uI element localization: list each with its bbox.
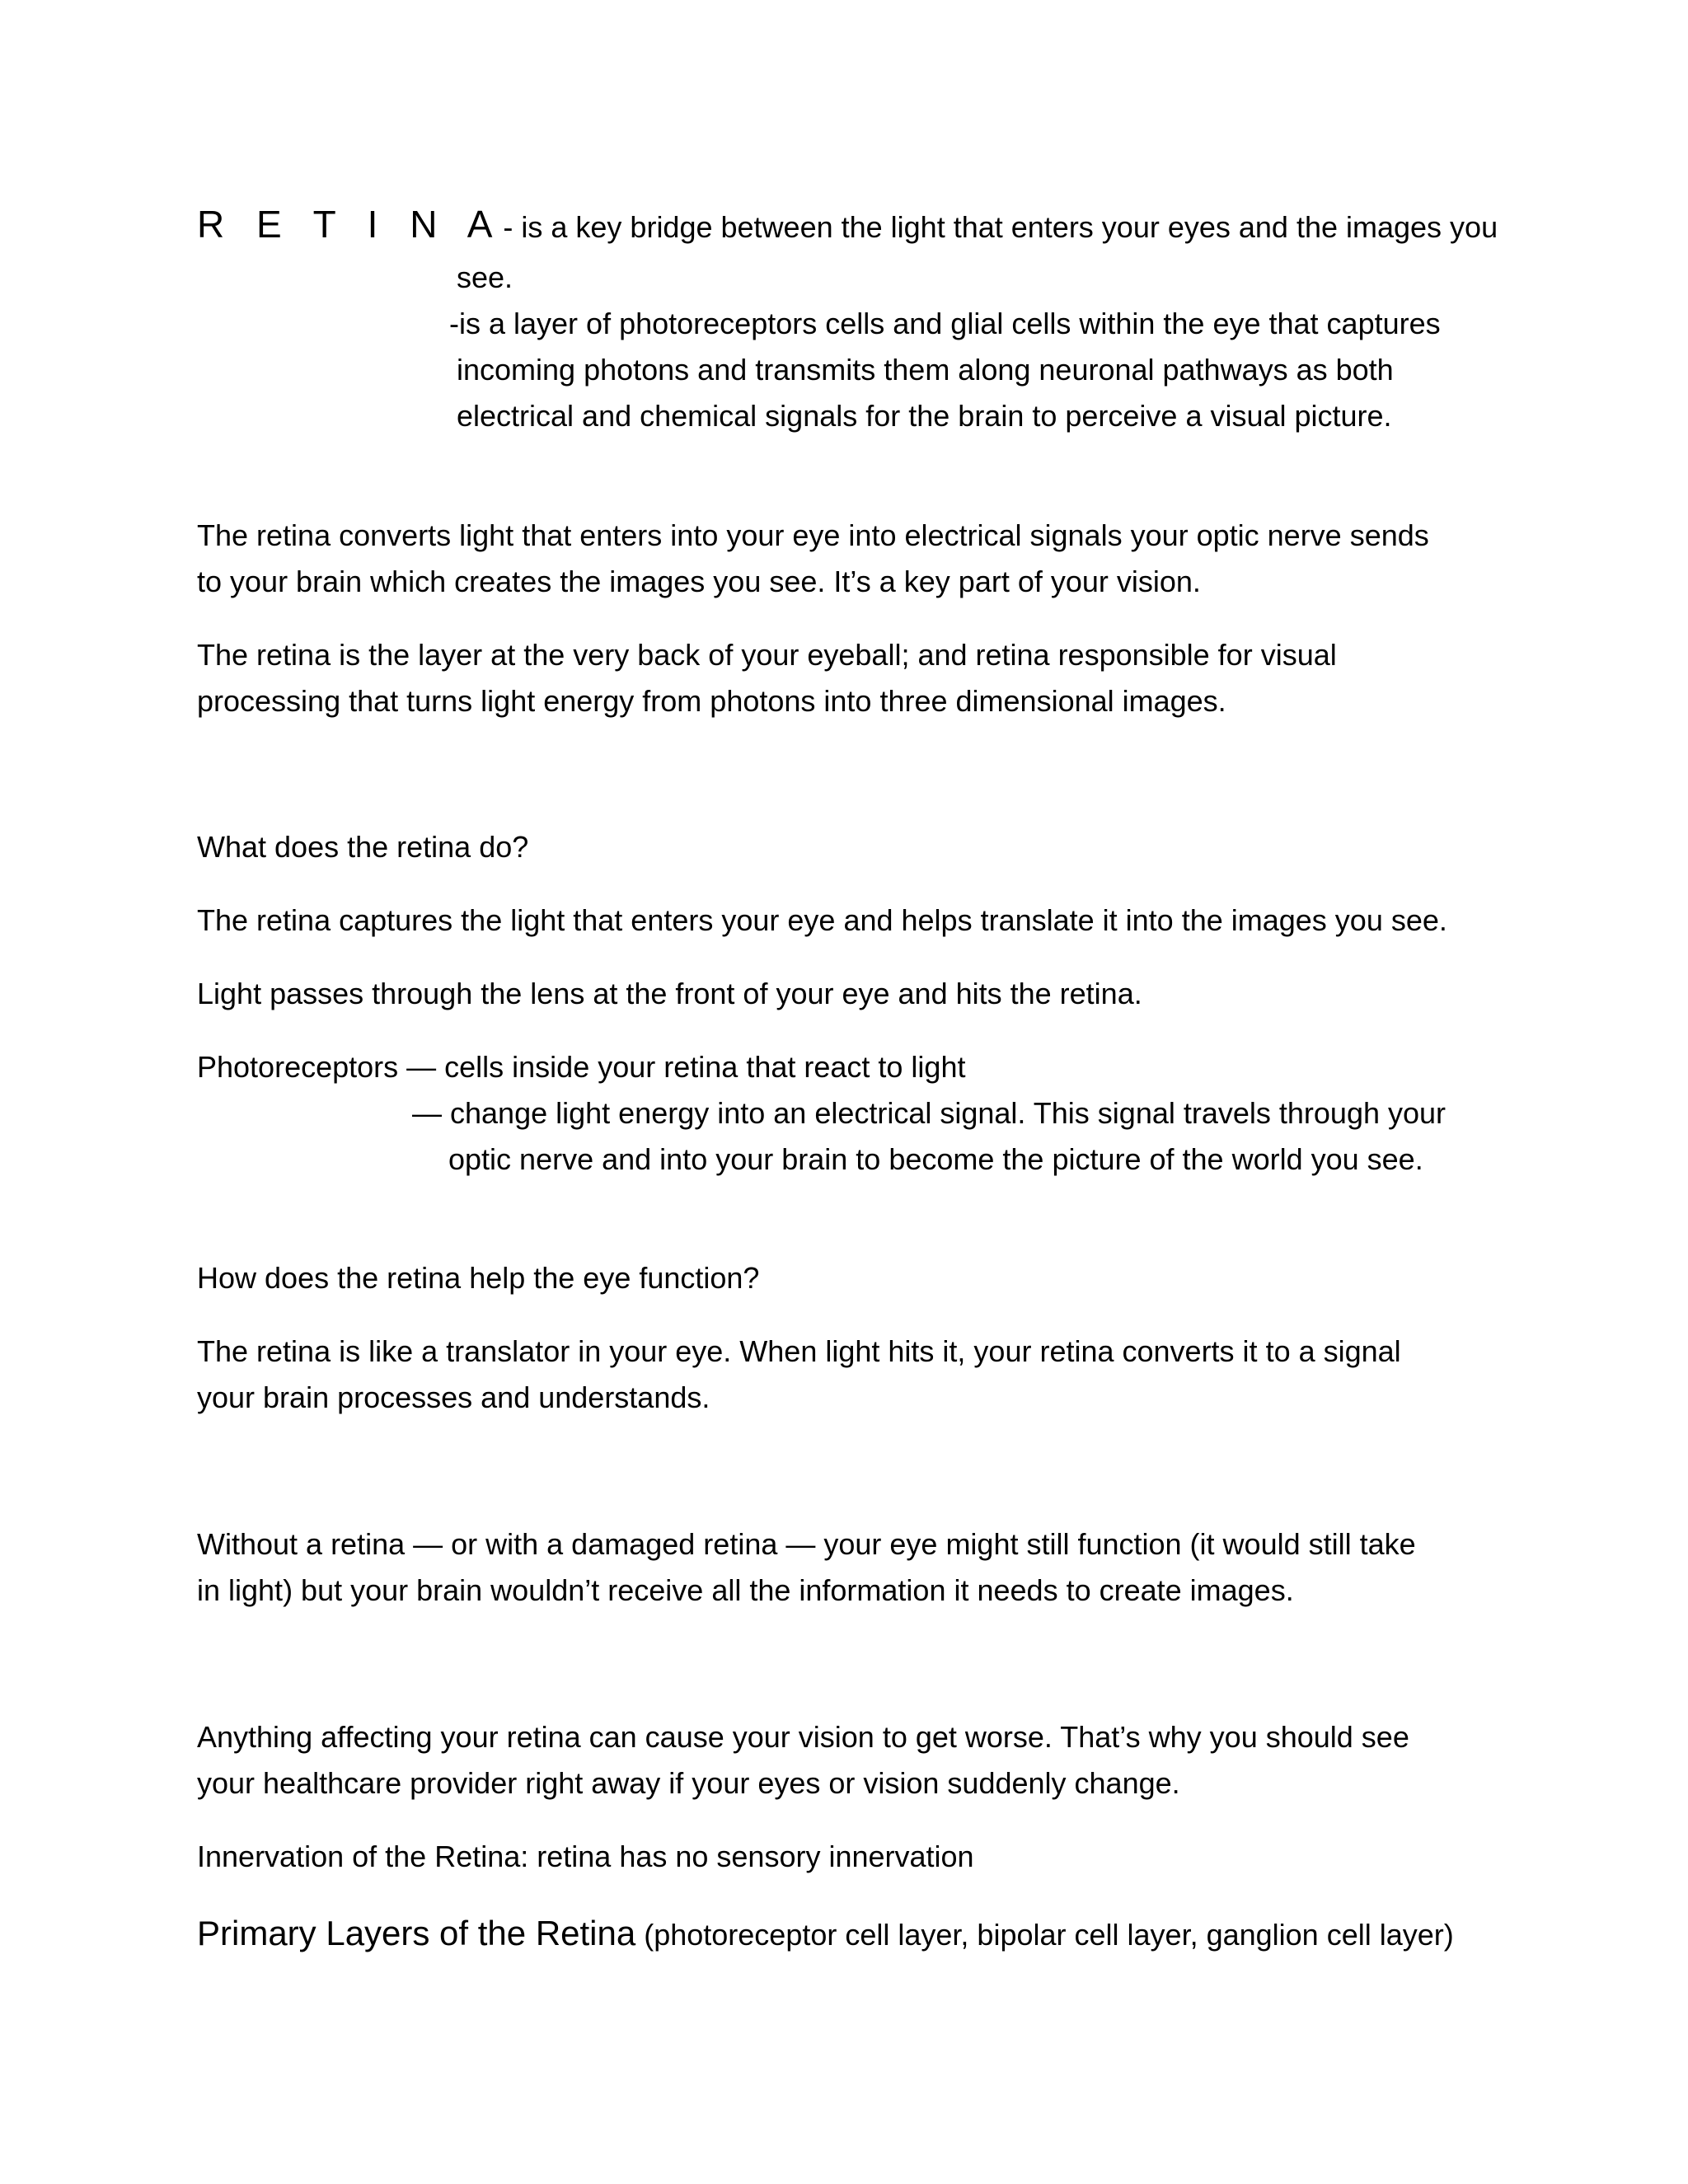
photoreceptors-line-1: Photoreceptors — cells inside your retina that react to light [197,1050,966,1084]
document-title: R E T I N A [197,203,504,246]
definition-2-line-2: incoming photons and transmits them along neuronal pathways as both [457,353,1394,387]
photoreceptors-line-2: — change light energy into an electrical signal. This signal travels through your [412,1096,1447,1130]
paragraph-innervation: Innervation of the Retina: retina has no sensory innervation [197,1840,974,1873]
paragraph-converts-line-2: to your brain which creates the images you see. It’s a key part of your vision. [197,565,1201,598]
primary-layers-detail: (photoreceptor cell layer, bipolar cell layer, ganglion cell layer) [635,1918,1454,1952]
paragraph-anything-line-1: Anything affecting your retina can cause your vision to get worse. That’s why you should see [197,1720,1409,1754]
paragraph-translator-line-2: your brain processes and understands. [197,1380,710,1414]
paragraph-layer-line-2: processing that turns light energy from photons into three dimensional images. [197,684,1226,718]
paragraph-captures: The retina captures the light that enters your eye and helps translate it into the images you see. [197,903,1447,937]
paragraph-layer-line-1: The retina is the layer at the very back of your eyeball; and retina responsible for visual [197,638,1337,672]
paragraph-converts-line-1: The retina converts light that enters into your eye into electrical signals your optic nerve sends [197,518,1429,552]
primary-layers-line [197,1910,1454,1958]
paragraph-light-passes: Light passes through the lens at the front of your eye and hits the retina. [197,977,1142,1010]
paragraph-without-line-1: Without a retina — or with a damaged retina — your eye might still function (it would still take [197,1527,1416,1561]
definition-2-line-1: -is a layer of photoreceptors cells and glial cells within the eye that captures [449,307,1441,340]
definition-2-line-3: electrical and chemical signals for the brain to perceive a visual picture. [457,399,1392,433]
photoreceptors-line-3: optic nerve and into your brain to become the picture of the world you see. [448,1142,1423,1176]
paragraph-translator-line-1: The retina is like a translator in your eye. When light hits it, your retina converts it to a signal [197,1334,1401,1368]
paragraph-anything-line-2: your healthcare provider right away if your eyes or vision suddenly change. [197,1766,1180,1800]
heading-primary-layers: Primary Layers of the Retina [197,1914,636,1952]
heading-what-does: What does the retina do? [197,830,529,864]
definition-1-line-2: see. [457,260,513,294]
heading-how-does: How does the retina help the eye function? [197,1261,760,1295]
title-line [197,201,1498,251]
definition-1-line-1: - is a key bridge between the light that enters your eyes and the images you [503,210,1498,244]
paragraph-without-line-2: in light) but your brain wouldn’t receive all the information it needs to create images. [197,1573,1294,1607]
